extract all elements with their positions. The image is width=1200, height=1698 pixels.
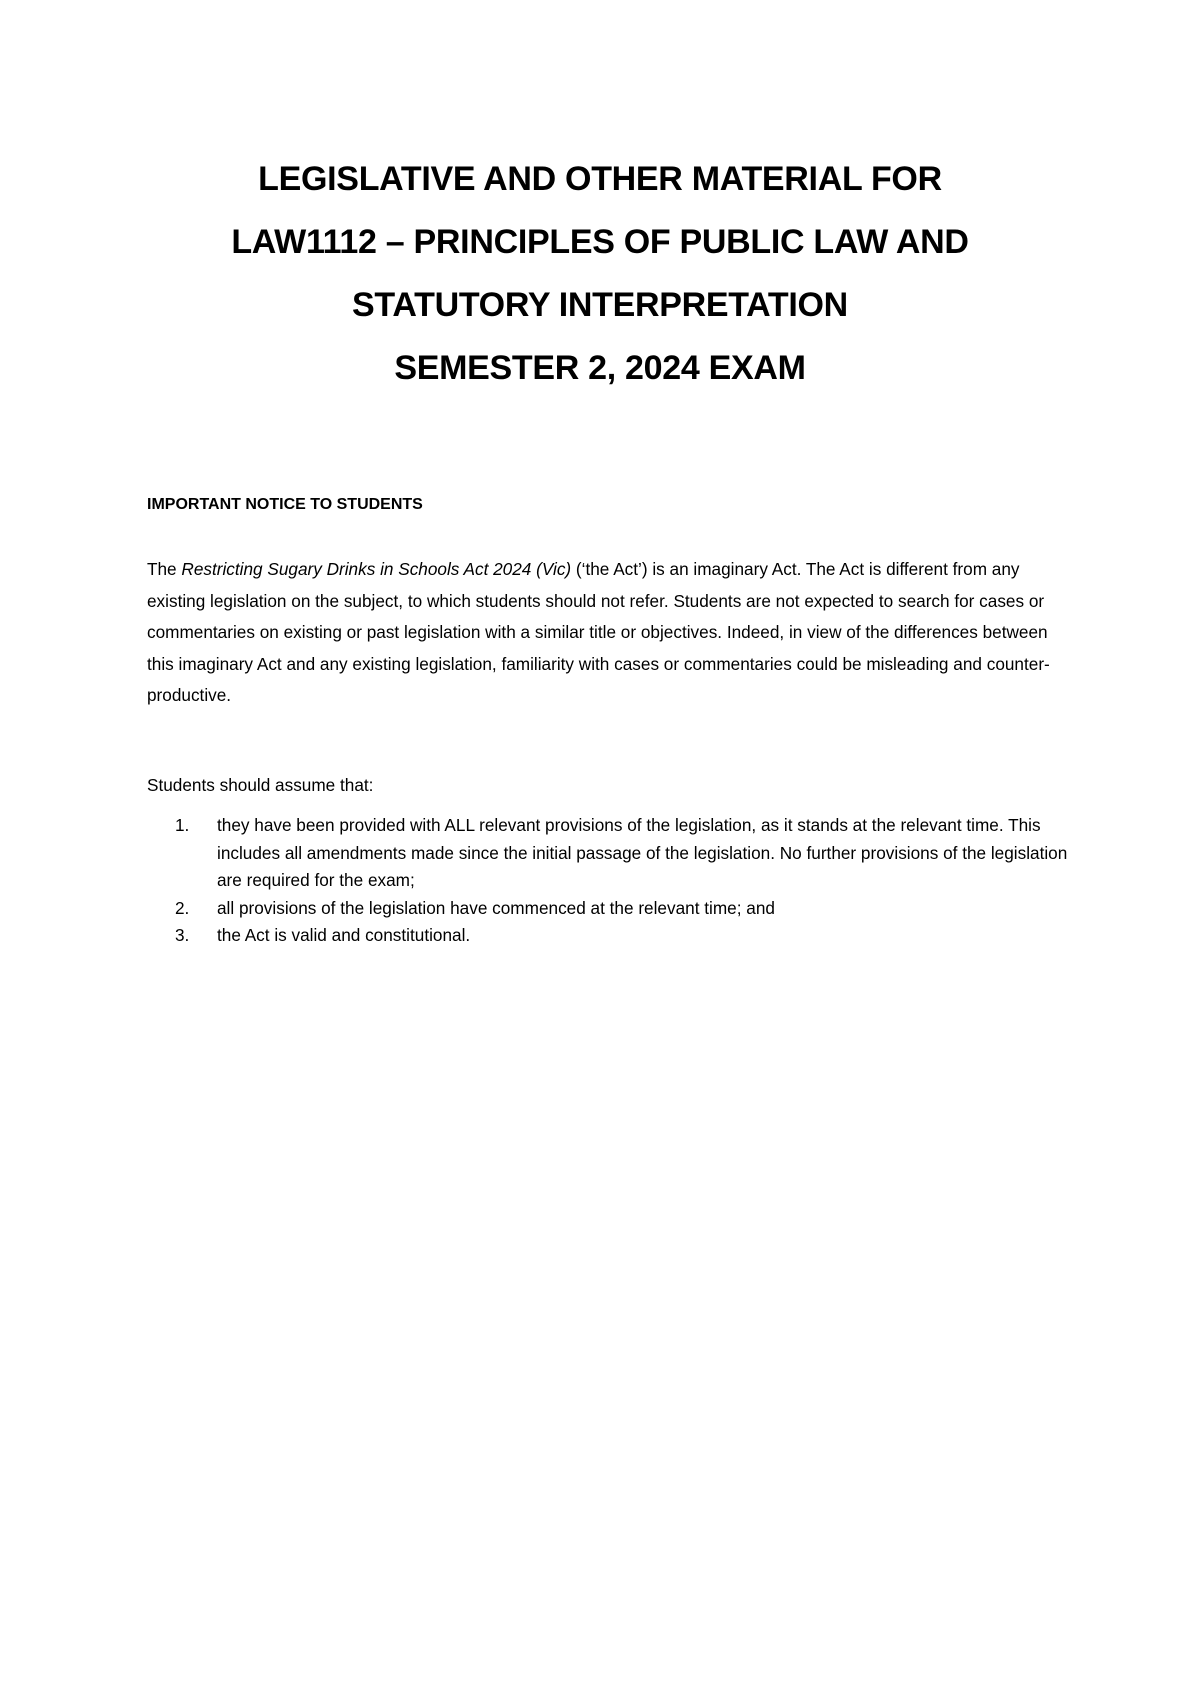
list-item-number: 3.: [175, 925, 190, 946]
title-line-4: SEMESTER 2, 2024 EXAM: [394, 349, 806, 387]
list-item-number: 1.: [175, 815, 190, 835]
list-item: [147, 895, 1087, 923]
assumptions-list: [147, 812, 1087, 950]
list-item-text: the Act is valid and constitutional.: [217, 925, 471, 946]
title-line-2: LAW1112 – PRINCIPLES OF PUBLIC LAW AND: [231, 223, 969, 261]
notice-paragraph: [147, 554, 1057, 712]
list-item: [147, 922, 1087, 950]
act-title: Restricting Sugary Drinks in Schools Act 2024 (Vic): [181, 559, 572, 579]
notice-heading: IMPORTANT NOTICE TO STUDENTS: [147, 496, 423, 513]
list-item-text: they have been provided with ALL relevant provisions of the legislation, as it stands at the relevant time. This includes all amendments made since the initial passage of the legislation. No further provisions of the legislation are required for the exam;: [217, 815, 1068, 891]
notice-paragraph-rest: (‘the Act’) is an imaginary Act. The Act is different from any existing legislation on the subject, to which students should not refer. Students are not expected to search for cases or commentaries on existing or past legislation with a similar title or objectives. Indeed, in view of the differences between this imaginary Act and any existing legislation, familiarity with cases or commentaries could be misleading and counter-productive.: [147, 559, 1050, 706]
title-line-1: LEGISLATIVE AND OTHER MATERIAL FOR: [258, 160, 942, 198]
list-item: [147, 812, 1087, 895]
list-item-text: all provisions of the legislation have commenced at the relevant time; and: [217, 897, 775, 918]
notice-paragraph-prefix: The: [147, 559, 182, 579]
list-item-number: 2.: [175, 897, 190, 918]
document-title: [0, 148, 1200, 400]
title-line-3: STATUTORY INTERPRETATION: [352, 286, 848, 324]
assumptions-intro: Students should assume that:: [147, 775, 374, 795]
